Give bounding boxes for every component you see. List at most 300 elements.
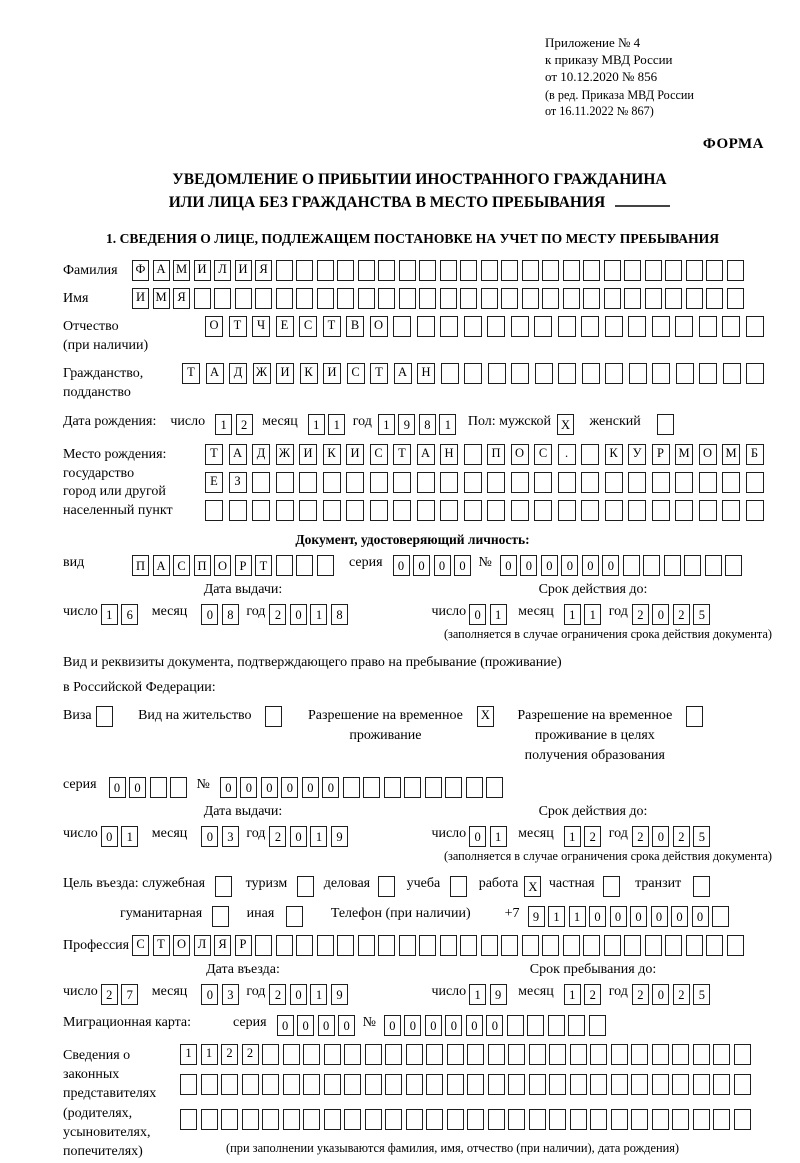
char-cell[interactable]: 2 <box>584 984 601 1005</box>
char-cell[interactable]: И <box>132 288 149 309</box>
purpose-business-checkbox[interactable] <box>378 874 399 897</box>
char-cell[interactable] <box>699 500 717 521</box>
char-cell[interactable]: 0 <box>541 555 558 576</box>
char-cell[interactable] <box>657 414 674 435</box>
doc-series-input[interactable] <box>393 553 475 576</box>
char-cell[interactable]: 0 <box>582 555 599 576</box>
char-cell[interactable]: 0 <box>290 984 307 1005</box>
char-cell[interactable]: Е <box>276 316 294 337</box>
char-cell[interactable] <box>508 1109 525 1130</box>
char-cell[interactable] <box>652 1044 669 1065</box>
char-cell[interactable] <box>440 316 458 337</box>
char-cell[interactable]: М <box>173 260 190 281</box>
char-cell[interactable] <box>488 1074 505 1095</box>
char-cell[interactable]: 0 <box>261 777 278 798</box>
char-cell[interactable] <box>699 472 717 493</box>
char-cell[interactable]: И <box>235 260 252 281</box>
char-cell[interactable]: О <box>370 316 388 337</box>
char-cell[interactable] <box>323 500 341 521</box>
char-cell[interactable] <box>365 1109 382 1130</box>
char-cell[interactable]: 5 <box>693 826 710 847</box>
char-cell[interactable]: Ф <box>132 260 149 281</box>
char-cell[interactable] <box>643 555 660 576</box>
char-cell[interactable]: 0 <box>384 1015 401 1036</box>
validity2-year-input[interactable] <box>632 824 714 847</box>
char-cell[interactable] <box>664 555 681 576</box>
char-cell[interactable] <box>276 260 293 281</box>
migration-series-input[interactable] <box>277 1013 359 1036</box>
issue1-month-input[interactable] <box>201 602 242 625</box>
char-cell[interactable] <box>426 1044 443 1065</box>
char-cell[interactable] <box>464 316 482 337</box>
char-cell[interactable] <box>283 1044 300 1065</box>
char-cell[interactable] <box>511 472 529 493</box>
char-cell[interactable]: К <box>323 444 341 465</box>
char-cell[interactable]: Т <box>182 363 200 384</box>
char-cell[interactable] <box>441 363 459 384</box>
char-cell[interactable] <box>725 555 742 576</box>
doc-type-input[interactable] <box>132 553 337 576</box>
char-cell[interactable]: 0 <box>101 826 118 847</box>
birth-year-input[interactable] <box>378 412 460 435</box>
firstname-input[interactable] <box>132 288 747 309</box>
char-cell[interactable] <box>746 316 764 337</box>
char-cell[interactable] <box>299 472 317 493</box>
char-cell[interactable]: 6 <box>121 604 138 625</box>
char-cell[interactable] <box>734 1109 751 1130</box>
char-cell[interactable]: 2 <box>673 826 690 847</box>
char-cell[interactable] <box>488 363 506 384</box>
char-cell[interactable]: 0 <box>281 777 298 798</box>
migration-number-input[interactable] <box>384 1013 610 1036</box>
char-cell[interactable]: 1 <box>328 414 345 435</box>
char-cell[interactable]: А <box>153 555 170 576</box>
char-cell[interactable] <box>317 260 334 281</box>
char-cell[interactable] <box>590 1074 607 1095</box>
char-cell[interactable] <box>242 1074 259 1095</box>
char-cell[interactable]: 9 <box>331 826 348 847</box>
char-cell[interactable]: 0 <box>277 1015 294 1036</box>
char-cell[interactable]: 2 <box>269 604 286 625</box>
char-cell[interactable] <box>447 1074 464 1095</box>
birth-month-input[interactable] <box>308 412 349 435</box>
char-cell[interactable] <box>529 1044 546 1065</box>
char-cell[interactable] <box>205 500 223 521</box>
char-cell[interactable] <box>501 260 518 281</box>
char-cell[interactable] <box>296 555 313 576</box>
char-cell[interactable]: 0 <box>651 906 668 927</box>
char-cell[interactable]: Н <box>440 444 458 465</box>
char-cell[interactable] <box>652 363 670 384</box>
char-cell[interactable]: X <box>477 706 494 727</box>
stay-month-input[interactable] <box>564 982 605 1005</box>
char-cell[interactable]: Л <box>194 935 211 956</box>
char-cell[interactable]: 1 <box>564 604 581 625</box>
residence-permit-checkbox[interactable] <box>265 706 286 727</box>
char-cell[interactable] <box>276 555 293 576</box>
char-cell[interactable] <box>215 876 232 897</box>
char-cell[interactable]: С <box>299 316 317 337</box>
char-cell[interactable] <box>343 777 360 798</box>
char-cell[interactable] <box>406 1044 423 1065</box>
char-cell[interactable] <box>706 935 723 956</box>
char-cell[interactable] <box>589 1015 606 1036</box>
char-cell[interactable]: С <box>534 444 552 465</box>
char-cell[interactable]: 1 <box>310 984 327 1005</box>
char-cell[interactable]: 9 <box>331 984 348 1005</box>
char-cell[interactable]: Р <box>652 444 670 465</box>
char-cell[interactable] <box>558 500 576 521</box>
purpose-transit-checkbox[interactable] <box>693 874 714 897</box>
validity1-month-input[interactable] <box>564 602 605 625</box>
char-cell[interactable] <box>297 876 314 897</box>
validity1-year-input[interactable] <box>632 602 714 625</box>
char-cell[interactable] <box>549 1074 566 1095</box>
char-cell[interactable]: С <box>347 363 365 384</box>
char-cell[interactable] <box>746 500 764 521</box>
char-cell[interactable] <box>440 288 457 309</box>
char-cell[interactable]: 1 <box>378 414 395 435</box>
char-cell[interactable]: Т <box>205 444 223 465</box>
char-cell[interactable] <box>404 777 421 798</box>
char-cell[interactable] <box>378 935 395 956</box>
birthplace-row3-input[interactable] <box>205 500 769 521</box>
char-cell[interactable] <box>440 935 457 956</box>
char-cell[interactable] <box>713 1074 730 1095</box>
char-cell[interactable]: 8 <box>222 604 239 625</box>
char-cell[interactable]: Д <box>252 444 270 465</box>
char-cell[interactable] <box>534 472 552 493</box>
char-cell[interactable] <box>624 935 641 956</box>
char-cell[interactable]: С <box>132 935 149 956</box>
residence-number-input[interactable] <box>220 775 507 798</box>
char-cell[interactable] <box>346 500 364 521</box>
char-cell[interactable]: 2 <box>632 604 649 625</box>
char-cell[interactable] <box>317 555 334 576</box>
char-cell[interactable] <box>507 1015 524 1036</box>
char-cell[interactable] <box>488 1109 505 1130</box>
char-cell[interactable] <box>447 1109 464 1130</box>
char-cell[interactable]: Я <box>255 260 272 281</box>
char-cell[interactable] <box>440 472 458 493</box>
char-cell[interactable] <box>581 500 599 521</box>
char-cell[interactable] <box>727 935 744 956</box>
char-cell[interactable] <box>464 363 482 384</box>
char-cell[interactable]: 1 <box>490 826 507 847</box>
char-cell[interactable]: 2 <box>632 984 649 1005</box>
char-cell[interactable]: О <box>699 444 717 465</box>
char-cell[interactable] <box>419 288 436 309</box>
char-cell[interactable] <box>558 472 576 493</box>
issue2-month-input[interactable] <box>201 824 242 847</box>
char-cell[interactable]: 0 <box>413 555 430 576</box>
char-cell[interactable] <box>252 500 270 521</box>
phone-input[interactable] <box>528 904 733 927</box>
char-cell[interactable]: Н <box>417 363 435 384</box>
char-cell[interactable] <box>466 777 483 798</box>
char-cell[interactable] <box>746 472 764 493</box>
patronymic-input[interactable] <box>205 316 769 337</box>
char-cell[interactable] <box>522 288 539 309</box>
purpose-other-checkbox[interactable] <box>286 904 307 927</box>
char-cell[interactable]: Л <box>214 260 231 281</box>
char-cell[interactable]: 2 <box>584 826 601 847</box>
char-cell[interactable] <box>511 500 529 521</box>
char-cell[interactable] <box>734 1044 751 1065</box>
char-cell[interactable]: Б <box>746 444 764 465</box>
char-cell[interactable]: Т <box>370 363 388 384</box>
char-cell[interactable] <box>276 500 294 521</box>
char-cell[interactable] <box>652 1074 669 1095</box>
entry-month-input[interactable] <box>201 982 242 1005</box>
char-cell[interactable]: А <box>394 363 412 384</box>
char-cell[interactable]: Ч <box>252 316 270 337</box>
char-cell[interactable] <box>283 1074 300 1095</box>
char-cell[interactable]: О <box>214 555 231 576</box>
char-cell[interactable] <box>337 260 354 281</box>
representatives-row3-input[interactable] <box>180 1109 754 1130</box>
char-cell[interactable] <box>262 1074 279 1095</box>
char-cell[interactable] <box>624 260 641 281</box>
char-cell[interactable] <box>276 288 293 309</box>
char-cell[interactable] <box>324 1044 341 1065</box>
char-cell[interactable]: 3 <box>222 826 239 847</box>
char-cell[interactable] <box>722 500 740 521</box>
char-cell[interactable] <box>699 363 717 384</box>
char-cell[interactable]: 2 <box>269 984 286 1005</box>
char-cell[interactable] <box>363 777 380 798</box>
purpose-work-checkbox[interactable] <box>524 874 545 897</box>
char-cell[interactable] <box>645 288 662 309</box>
char-cell[interactable]: 1 <box>180 1044 197 1065</box>
char-cell[interactable]: К <box>300 363 318 384</box>
char-cell[interactable] <box>385 1074 402 1095</box>
char-cell[interactable]: 2 <box>101 984 118 1005</box>
char-cell[interactable] <box>686 288 703 309</box>
char-cell[interactable]: 0 <box>318 1015 335 1036</box>
char-cell[interactable]: 0 <box>109 777 126 798</box>
char-cell[interactable] <box>481 935 498 956</box>
char-cell[interactable]: 0 <box>500 555 517 576</box>
char-cell[interactable] <box>487 500 505 521</box>
char-cell[interactable] <box>399 260 416 281</box>
char-cell[interactable] <box>467 1109 484 1130</box>
char-cell[interactable]: 0 <box>290 604 307 625</box>
char-cell[interactable] <box>611 1109 628 1130</box>
char-cell[interactable] <box>605 316 623 337</box>
char-cell[interactable]: 0 <box>302 777 319 798</box>
char-cell[interactable]: 0 <box>610 906 627 927</box>
char-cell[interactable]: 1 <box>308 414 325 435</box>
char-cell[interactable] <box>534 316 552 337</box>
char-cell[interactable]: О <box>511 444 529 465</box>
char-cell[interactable]: 2 <box>673 984 690 1005</box>
char-cell[interactable]: 1 <box>490 604 507 625</box>
char-cell[interactable] <box>221 1074 238 1095</box>
char-cell[interactable]: 0 <box>434 555 451 576</box>
char-cell[interactable]: 0 <box>561 555 578 576</box>
char-cell[interactable]: 1 <box>121 826 138 847</box>
char-cell[interactable]: 0 <box>201 604 218 625</box>
sex-female-checkbox[interactable] <box>657 412 678 435</box>
char-cell[interactable]: 0 <box>469 826 486 847</box>
char-cell[interactable] <box>378 876 395 897</box>
char-cell[interactable] <box>675 500 693 521</box>
char-cell[interactable]: 1 <box>215 414 232 435</box>
char-cell[interactable] <box>590 1044 607 1065</box>
char-cell[interactable] <box>652 472 670 493</box>
char-cell[interactable] <box>385 1109 402 1130</box>
char-cell[interactable] <box>629 363 647 384</box>
char-cell[interactable] <box>440 500 458 521</box>
char-cell[interactable]: А <box>229 444 247 465</box>
char-cell[interactable] <box>645 935 662 956</box>
issue2-year-input[interactable] <box>269 824 351 847</box>
purpose-humanitarian-checkbox[interactable] <box>212 904 233 927</box>
char-cell[interactable]: 1 <box>469 984 486 1005</box>
char-cell[interactable]: 1 <box>584 604 601 625</box>
char-cell[interactable] <box>722 472 740 493</box>
char-cell[interactable] <box>406 1074 423 1095</box>
char-cell[interactable] <box>460 935 477 956</box>
temp-residence-education-checkbox[interactable] <box>686 706 707 727</box>
char-cell[interactable] <box>713 1044 730 1065</box>
char-cell[interactable]: 0 <box>466 1015 483 1036</box>
char-cell[interactable]: 1 <box>439 414 456 435</box>
char-cell[interactable] <box>296 260 313 281</box>
char-cell[interactable] <box>563 260 580 281</box>
char-cell[interactable] <box>511 316 529 337</box>
char-cell[interactable] <box>628 316 646 337</box>
char-cell[interactable]: 0 <box>520 555 537 576</box>
purpose-tourism-checkbox[interactable] <box>297 874 318 897</box>
char-cell[interactable] <box>385 1044 402 1065</box>
char-cell[interactable] <box>464 500 482 521</box>
char-cell[interactable] <box>604 288 621 309</box>
char-cell[interactable] <box>384 777 401 798</box>
char-cell[interactable]: 0 <box>404 1015 421 1036</box>
char-cell[interactable] <box>464 444 482 465</box>
char-cell[interactable] <box>672 1074 689 1095</box>
char-cell[interactable] <box>558 316 576 337</box>
char-cell[interactable]: 1 <box>569 906 586 927</box>
char-cell[interactable]: 2 <box>673 604 690 625</box>
char-cell[interactable] <box>399 935 416 956</box>
char-cell[interactable] <box>201 1109 218 1130</box>
char-cell[interactable] <box>344 1044 361 1065</box>
purpose-study-checkbox[interactable] <box>450 874 471 897</box>
issue1-year-input[interactable] <box>269 602 351 625</box>
char-cell[interactable]: . <box>558 444 576 465</box>
char-cell[interactable] <box>488 1044 505 1065</box>
char-cell[interactable] <box>417 316 435 337</box>
char-cell[interactable]: Т <box>255 555 272 576</box>
char-cell[interactable] <box>317 288 334 309</box>
char-cell[interactable]: 0 <box>454 555 471 576</box>
char-cell[interactable] <box>686 260 703 281</box>
char-cell[interactable] <box>303 1074 320 1095</box>
char-cell[interactable]: 0 <box>602 555 619 576</box>
char-cell[interactable] <box>508 1044 525 1065</box>
char-cell[interactable]: Т <box>393 444 411 465</box>
char-cell[interactable] <box>303 1044 320 1065</box>
char-cell[interactable]: 1 <box>101 604 118 625</box>
char-cell[interactable] <box>393 316 411 337</box>
char-cell[interactable] <box>481 260 498 281</box>
char-cell[interactable]: Т <box>323 316 341 337</box>
sex-male-checkbox[interactable] <box>557 412 578 435</box>
purpose-private-checkbox[interactable] <box>603 874 624 897</box>
char-cell[interactable] <box>712 906 729 927</box>
char-cell[interactable] <box>563 935 580 956</box>
char-cell[interactable]: И <box>299 444 317 465</box>
char-cell[interactable] <box>582 363 600 384</box>
char-cell[interactable]: 0 <box>671 906 688 927</box>
char-cell[interactable]: 0 <box>469 604 486 625</box>
temp-residence-checkbox[interactable] <box>477 706 498 727</box>
char-cell[interactable]: 0 <box>425 1015 442 1036</box>
char-cell[interactable] <box>686 706 703 727</box>
char-cell[interactable] <box>605 363 623 384</box>
char-cell[interactable]: 2 <box>269 826 286 847</box>
char-cell[interactable]: Ж <box>276 444 294 465</box>
char-cell[interactable] <box>324 1074 341 1095</box>
char-cell[interactable] <box>344 1074 361 1095</box>
validity1-day-input[interactable] <box>469 602 510 625</box>
issue1-day-input[interactable] <box>101 602 142 625</box>
char-cell[interactable] <box>399 288 416 309</box>
char-cell[interactable]: 0 <box>201 826 218 847</box>
char-cell[interactable] <box>450 876 467 897</box>
char-cell[interactable] <box>558 363 576 384</box>
char-cell[interactable]: З <box>229 472 247 493</box>
char-cell[interactable] <box>283 1109 300 1130</box>
char-cell[interactable]: В <box>346 316 364 337</box>
issue2-day-input[interactable] <box>101 824 142 847</box>
char-cell[interactable]: М <box>153 288 170 309</box>
char-cell[interactable] <box>426 1109 443 1130</box>
char-cell[interactable] <box>693 1109 710 1130</box>
char-cell[interactable] <box>425 777 442 798</box>
char-cell[interactable]: А <box>417 444 435 465</box>
doc-number-input[interactable] <box>500 553 746 576</box>
char-cell[interactable] <box>675 316 693 337</box>
citizenship-input[interactable] <box>182 363 770 384</box>
char-cell[interactable]: Я <box>214 935 231 956</box>
char-cell[interactable]: О <box>205 316 223 337</box>
birthplace-row1-input[interactable] <box>205 444 769 465</box>
char-cell[interactable] <box>665 260 682 281</box>
char-cell[interactable] <box>393 472 411 493</box>
char-cell[interactable]: 0 <box>220 777 237 798</box>
char-cell[interactable]: П <box>487 444 505 465</box>
char-cell[interactable]: Е <box>205 472 223 493</box>
char-cell[interactable]: С <box>370 444 388 465</box>
char-cell[interactable] <box>675 472 693 493</box>
char-cell[interactable] <box>365 1074 382 1095</box>
char-cell[interactable] <box>487 472 505 493</box>
char-cell[interactable] <box>252 472 270 493</box>
char-cell[interactable] <box>460 260 477 281</box>
char-cell[interactable] <box>522 260 539 281</box>
char-cell[interactable] <box>464 472 482 493</box>
char-cell[interactable]: 2 <box>236 414 253 435</box>
char-cell[interactable]: 1 <box>564 826 581 847</box>
char-cell[interactable]: И <box>276 363 294 384</box>
char-cell[interactable] <box>583 260 600 281</box>
char-cell[interactable] <box>583 935 600 956</box>
char-cell[interactable] <box>417 500 435 521</box>
